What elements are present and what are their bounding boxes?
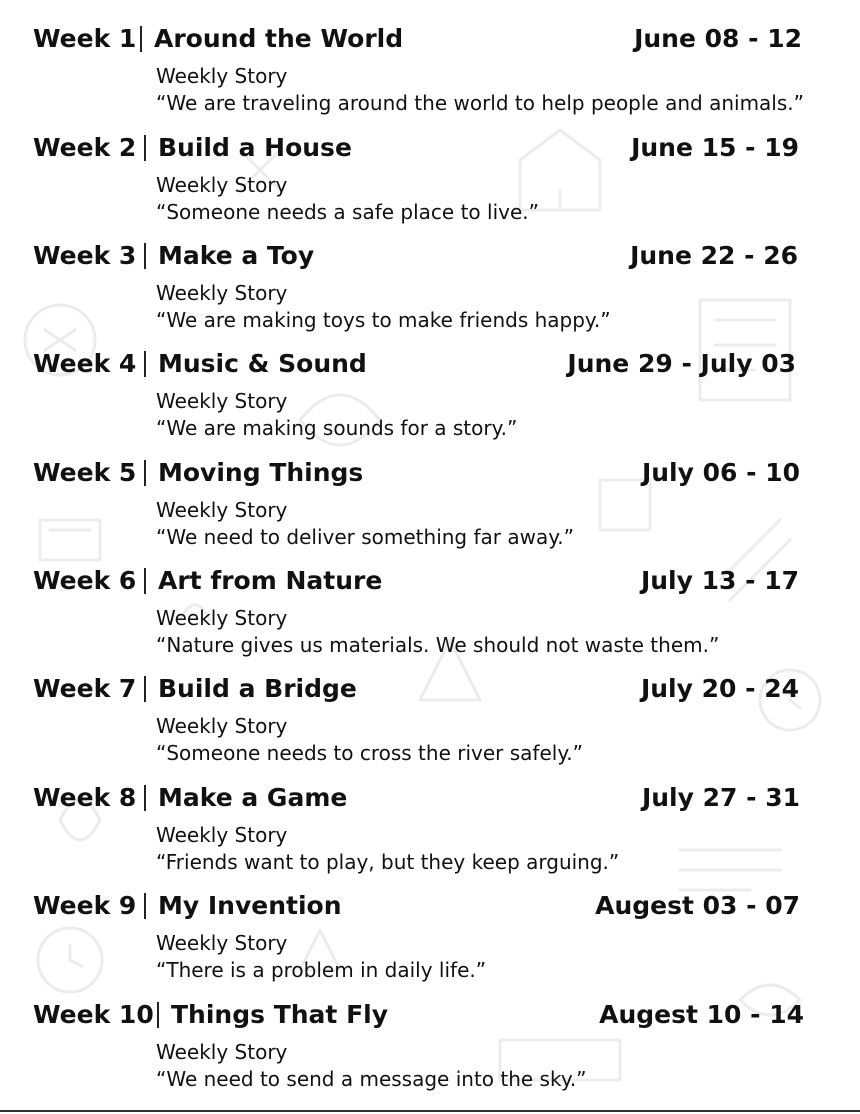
divider	[157, 1002, 159, 1028]
divider	[144, 243, 146, 269]
week-3-entry	[0, 217, 860, 332]
week-number: Week 4	[33, 349, 137, 378]
week-dates: July 27 - 31	[641, 783, 800, 812]
divider	[144, 135, 146, 161]
story-quote: “Someone needs to cross the river safely.”	[156, 741, 584, 765]
story-quote: “We are making toys to make friends happy.”	[156, 308, 611, 332]
week-number: Week 9	[33, 891, 137, 920]
week-8-entry	[0, 759, 860, 874]
week-theme: Build a Bridge	[158, 674, 357, 703]
week-theme: Make a Game	[158, 783, 348, 812]
week-4-entry	[0, 325, 860, 440]
week-1-entry	[0, 0, 860, 115]
divider	[144, 785, 146, 811]
week-dates: July 06 - 10	[641, 458, 800, 487]
week-theme: Art from Nature	[158, 566, 383, 595]
story-label: Weekly Story	[156, 64, 288, 88]
bottom-rule	[0, 1110, 860, 1112]
week-dates: Augest 10 - 14	[599, 1000, 804, 1029]
divider	[144, 568, 146, 594]
week-number: Week 6	[33, 566, 137, 595]
story-quote: “We need to send a message into the sky.”	[156, 1067, 587, 1091]
story-quote: “We need to deliver something far away.”	[156, 525, 574, 549]
week-theme: Things That Fly	[171, 1000, 389, 1029]
week-dates: June 08 - 12	[634, 24, 802, 53]
week-dates: June 22 - 26	[630, 241, 798, 270]
week-number: Week 8	[33, 783, 137, 812]
week-number: Week 7	[33, 674, 137, 703]
week-dates: June 15 - 19	[631, 133, 799, 162]
week-number: Week 3	[33, 241, 137, 270]
week-theme: Music & Sound	[158, 349, 367, 378]
story-quote: “There is a problem in daily life.”	[156, 958, 487, 982]
story-label: Weekly Story	[156, 389, 288, 413]
story-label: Weekly Story	[156, 823, 288, 847]
week-number: Week 1	[33, 24, 137, 53]
week-theme: Moving Things	[158, 458, 364, 487]
divider	[140, 26, 142, 52]
week-number: Week 5	[33, 458, 137, 487]
week-theme: Make a Toy	[158, 241, 315, 270]
week-10-entry	[0, 976, 860, 1091]
story-label: Weekly Story	[156, 714, 288, 738]
week-number: Week 2	[33, 133, 137, 162]
week-6-entry	[0, 542, 860, 657]
week-dates: July 13 - 17	[640, 566, 799, 595]
story-label: Weekly Story	[156, 931, 288, 955]
week-dates: Augest 03 - 07	[595, 891, 800, 920]
story-label: Weekly Story	[156, 1040, 288, 1064]
story-quote: “We are traveling around the world to help people and animals.”	[156, 91, 804, 115]
divider	[144, 893, 146, 919]
story-label: Weekly Story	[156, 606, 288, 630]
story-quote: “Nature gives us materials. We should not waste them.”	[156, 633, 720, 657]
week-dates: July 20 - 24	[640, 674, 799, 703]
week-5-entry	[0, 434, 860, 549]
story-label: Weekly Story	[156, 173, 288, 197]
week-7-entry	[0, 650, 860, 765]
divider	[144, 351, 146, 377]
week-2-entry	[0, 109, 860, 224]
story-quote: “Friends want to play, but they keep arguing.”	[156, 850, 620, 874]
week-theme: Around the World	[154, 24, 404, 53]
story-quote: “We are making sounds for a story.”	[156, 416, 518, 440]
week-theme: Build a House	[158, 133, 352, 162]
week-dates: June 29 - July 03	[567, 349, 796, 378]
week-theme: My Invention	[158, 891, 342, 920]
week-9-entry	[0, 867, 860, 982]
story-label: Weekly Story	[156, 281, 288, 305]
story-quote: “Someone needs a safe place to live.”	[156, 200, 539, 224]
divider	[144, 676, 146, 702]
week-number: Week 10	[33, 1000, 154, 1029]
story-label: Weekly Story	[156, 498, 288, 522]
divider	[144, 460, 146, 486]
